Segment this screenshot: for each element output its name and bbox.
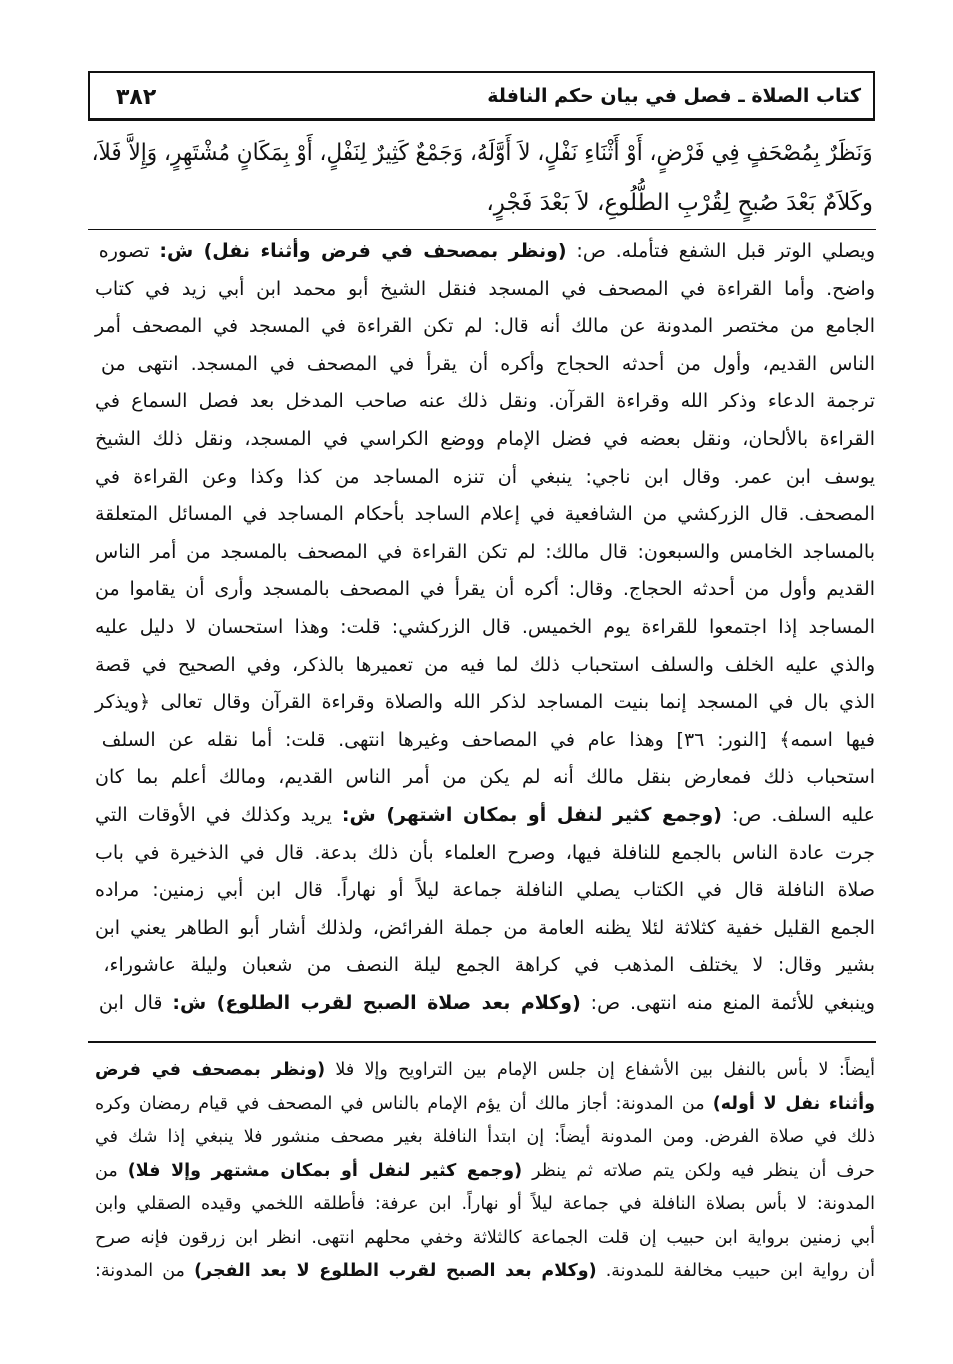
quoted-matn-segment: (وجمع كثير لنفل أو بمكان مشتهر وإلا فلا) (127, 1160, 523, 1181)
text-segment: أبي زمنين برواية ابن حبيب إن قلت الجماعة كالثلاثة وخفي محلهم انتهى. انظر ابن زرقون فإنه صرح (95, 1227, 875, 1248)
matn-text: وَنَظَرٌ بِمُصْحَفٍ فِي فَرْضٍ، أَوْ أَثْنَاءِ نَفْلٍ، لاَ أَوَّلَهُ، وَجَمْعٌ كَثِيرٌ لِنَفْلٍ، أَوْ بِمَكَانٍ مُشْتَهِرٍ، وَإِلاَّ فَلاَ، (92, 140, 873, 166)
matn-text: وكَلاَمٌ بَعْدَ صُبحٍ لِقُرْبِ الطُّلُوعِ، لاَ بَعْدَ فَجْرٍ، (486, 190, 873, 216)
quoted-matn-segment: (ونظر بمصحف في فرض وأثناء نفل) ش: (159, 240, 567, 262)
quoted-matn-segment: (وجمع كثير لنفل أو بمكان اشتهر) ش: (341, 804, 722, 826)
body-line (95, 691, 875, 713)
text-segment: بشير وقال: لا يختلف المذهب في كراهة الجمع ليلة النصف من شعبان وليلة عاشوراء، (103, 954, 875, 977)
text-segment: من (95, 1160, 128, 1181)
body-line (95, 315, 875, 337)
body-line (95, 879, 875, 901)
text-segment: ويصلي الوتر قبل الشفع فتأمله. ص: (566, 240, 875, 262)
text-segment: واضح. وأما القراءة في المصحف في المسجد فنقل الشيخ أبو محمد ابن أبي زيد في كتاب (95, 277, 875, 300)
divider (88, 229, 876, 230)
body-line (95, 616, 875, 638)
text-segment: فيها اسمه﴾ [النور: ٣٦] وهذا عام في المصاحف وغيرها انتهى. قلت: أما نقله عن السلف (101, 728, 875, 751)
body-line (95, 240, 875, 262)
body-line (95, 917, 875, 939)
text-segment: صلاة النافلة قال في الكتاب يصلي النافلة جماعة ليلاً أو نهاراً. قال ابن أبي زمنين: مراده (95, 879, 875, 902)
quoted-matn-segment: (وكلام بعد صلاة الصبح لقرب الطلوع) ش: (172, 992, 581, 1014)
text-segment: الذي بال في المسجد إنما بنيت المساجد لذكر الله والصلاة وقراءة القرآن وقال تعالى ﴿ويذكر (95, 691, 875, 714)
footnote-line (95, 1094, 875, 1114)
footnote-line (95, 1194, 875, 1214)
text-segment: المدونة: لا بأس بصلاة النافلة في جماعة ليلاً أو نهاراً. ابن عرفة: فأطلقه اللخمي وقيده الصقلي وابن (95, 1194, 875, 1214)
text-segment: ذلك في صلاة الفرض. ومن المدونة أيضاً: إن ابتدأ النافلة بغير مصحف منشور فلا ينبغي إذا شك في (95, 1127, 875, 1147)
body-line (95, 578, 875, 600)
text-segment: قال ابن (98, 992, 173, 1014)
text-segment: وينبغي للأئمة المنع منه انتهى. ص: (580, 992, 875, 1014)
text-segment: المساجد إذا اجتمعوا للقراءة يوم الخميس. قال الزركشي: قلت: وهذا استحسان لا دليل عليه (95, 616, 875, 638)
footnote-line (95, 1261, 875, 1281)
page-number: ٣٨٢ (116, 85, 157, 110)
text-segment: والذي عليه الخلف والسلف استحباب ذلك لما فيه من تعميرها بالذكر، وفي الصحيح في قصة (95, 653, 875, 676)
text-segment: عليه السلف. ص: (721, 804, 875, 826)
quoted-matn-segment: وأثناء نفل لا أوله) (712, 1093, 875, 1114)
running-header (88, 71, 875, 121)
text-segment: تصوره (98, 240, 160, 262)
footnote-line (95, 1127, 875, 1147)
text-segment: المصحف. قال الزركشي من الشافعية في إعلام الساجد بأحكام المساجد في المسائل المتعلقة (95, 503, 875, 526)
body-line (95, 954, 875, 976)
text-segment: حرف أن ينظر فيه ولكن يتم صلاته ثم ينظر (522, 1160, 875, 1181)
footnote-line (95, 1161, 875, 1181)
body-line (95, 804, 875, 826)
text-segment: الجمع القليل خفية كثلاثة لئلا يظنه العامة من جملة الفرائض، ولذلك أشار أبو الطاهر يعني ابن (95, 916, 875, 939)
footnote-line (95, 1228, 875, 1248)
quoted-matn-segment: (ونظر بمصحف في فرض (95, 1060, 326, 1080)
text-segment: أيضاً: لا بأس بالنفل بين الأشفاع إن جلس الإمام بين التراويح وإلا فلا (325, 1060, 875, 1080)
text-segment: استحباب ذلك فمعارض بنقل مالك أنه لم يكن من أمر الناس القديم، ومالك أعلم بما كان (95, 766, 875, 789)
body-line (95, 729, 875, 751)
text-segment: الجامع من مختصر المدونة عن مالك أنه قال: لم تكن القراءة في المسجد في المصحف أمر (95, 315, 875, 338)
quoted-matn-segment: (وكلام بعد الصبح لقرب الطلوع لا بعد الفجر) (194, 1261, 597, 1281)
text-segment: ترجمة الدعاء وذكر الله وقراءة القرآن. ونقل ذلك عنه صاحب المدخل بعد فصل السماع في (95, 390, 875, 413)
body-line (95, 278, 875, 300)
body-line (95, 842, 875, 864)
text-segment: يريد وكذلك في الأوقات التي (95, 804, 342, 826)
footnote-line (95, 1060, 875, 1080)
text-segment: القديم وأول من أحدثه الحجاج. وقال: أكره أن يقرأ في المصحف بالمسجد وأرى أن يقاموا من (95, 578, 875, 601)
text-segment: الناس القديم، وأول من أحدثه الحجاج وأكره أن يقرأ في المصحف في المسجد. انتهى من (100, 352, 875, 375)
text-segment: من المدونة: (95, 1261, 195, 1281)
body-line (95, 353, 875, 375)
body-line (95, 654, 875, 676)
matn-line (92, 190, 873, 216)
text-segment: القراءة بالألحان، ونقل بعضه في فضل الإمام ووضع الكراسي في المسجد، ونقل ذلك الشيخ (95, 428, 875, 450)
text-segment: جرت عادة الناس بالجمع للنافلة فيها، وصرح العلماء بأن ذلك بدعة. قال في الذخيرة في باب (95, 841, 875, 864)
body-line (95, 992, 875, 1014)
matn-line (92, 140, 873, 166)
running-title: كتاب الصلاة ـ فصل في بيان حكم النافلة (487, 85, 861, 107)
body-line (95, 541, 875, 563)
body-line (95, 466, 875, 488)
text-segment: بالمساجد الخامس والسبعون: قال مالك: لم تكن القراءة في المصحف بالمسجد من أمر الناس (95, 540, 875, 563)
body-line (95, 503, 875, 525)
body-line (95, 390, 875, 412)
text-segment: أن رواية ابن حبيب مخالفة للمدونة. (596, 1261, 875, 1281)
body-line (95, 428, 875, 450)
text-segment: يوسف ابن عمر. وقال ابن ناجي: ينبغي أن تنزه المساجد من كذا وكذا وعن القراءة في (95, 465, 875, 488)
body-line (95, 766, 875, 788)
footnote-divider (88, 1041, 876, 1043)
text-segment: من المدونة: أجاز مالك أن يؤم الإمام بالناس في المصحف في قيام رمضان وكره (95, 1093, 713, 1114)
